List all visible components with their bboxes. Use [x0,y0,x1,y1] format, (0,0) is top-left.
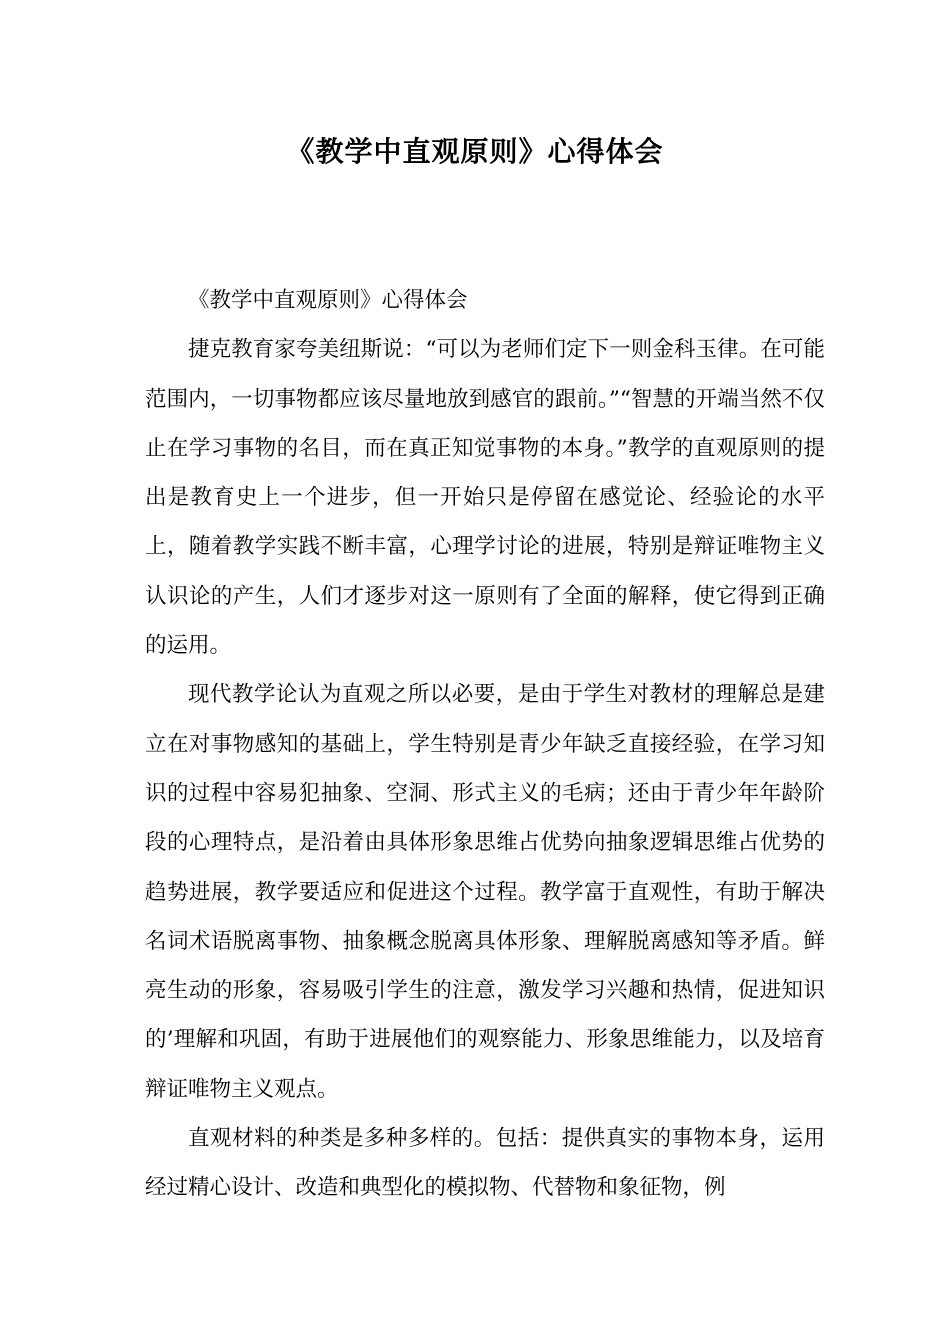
paragraph-1: 捷克教育家夸美纽斯说：“可以为老师们定下一则金科玉律。在可能范围内，一切事物都应该尽量地放到感官的跟前。”“智慧的开端当然不仅止在学习事物的名目，而在真正知觉事物的本身。”教学的直观原则的提出是教育史上一个进步，但一开始只是停留在感觉论、经验论的水平上，随着教学实践不断丰富，心理学讨论的进展，特别是辩证唯物主义认识论的产生，人们才逐步对这一原则有了全面的解释，使它得到正确的运用。 [145,337,825,659]
paragraph-subtitle: 《教学中直观原则》心得体会 [188,288,468,313]
paragraph-2: 现代教学论认为直观之所以必要，是由于学生对教材的理解总是建立在对事物感知的基础上，学生特别是青少年缺乏直接经验，在学习知识的过程中容易犯抽象、空洞、形式主义的毛病；还由于青少年年龄阶段的心理特点，是沿着由具体形象思维占优势向抽象逻辑思维占优势的趋势进展，教学要适应和促进这个过程。教学富于直观性，有助于解决名词术语脱离事物、抽象概念脱离具体形象、理解脱离感知等矛盾。鲜亮生动的形象，容易吸引学生的注意，激发学习兴趣和热情，促进知识的’理解和巩固，有助于进展他们的观察能力、形象思维能力，以及培育辩证唯物主义观点。 [145,682,825,1102]
paragraph-3: 直观材料的种类是多种多样的。包括：提供真实的事物本身，运用经过精心设计、改造和典型化的模拟物、代替物和象征物，例 [145,1126,825,1201]
document-title: 《教学中直观原则》心得体会 [286,135,664,168]
document-body [145,276,825,1213]
